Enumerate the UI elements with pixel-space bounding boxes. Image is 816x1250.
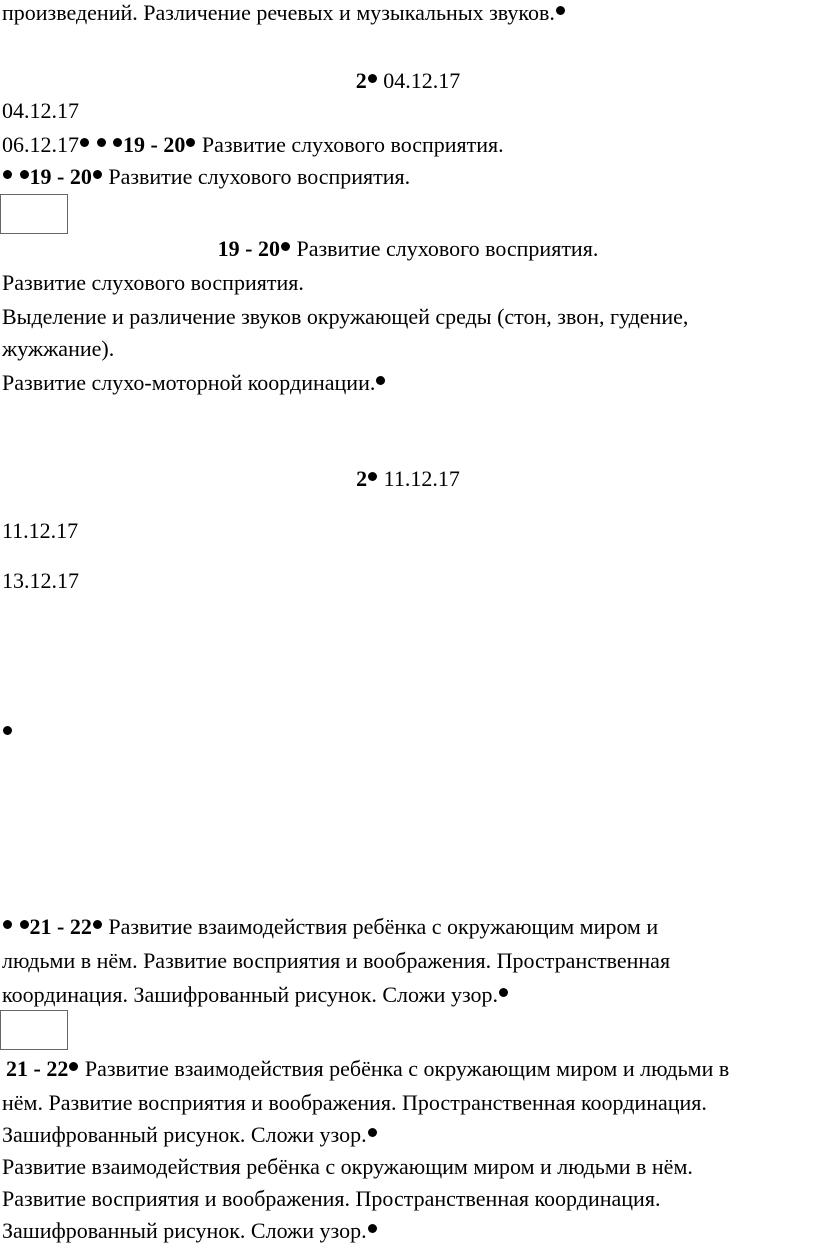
lesson-count: 2 (356, 466, 368, 491)
text-line: нём. Развитие восприятия и воображения. Пространственная координация. (2, 1090, 707, 1115)
text-line (6, 1056, 729, 1082)
bullet-dot-icon (281, 242, 290, 251)
bullet-dot-icon (3, 170, 12, 179)
text-fragment: произведений. Различение речевых и музыкальных звуков. (2, 0, 555, 25)
text-line: жужжание). (2, 336, 115, 361)
lesson-topic: Развитие слухового восприятия. (290, 236, 599, 261)
lesson-count: 2 (355, 68, 367, 93)
bullet-dot-icon (499, 988, 508, 997)
date-line: 11.12.17 (2, 518, 79, 543)
text-line (2, 1122, 378, 1148)
text-line (2, 0, 566, 26)
empty-cell-box (0, 1010, 68, 1050)
text-line (2, 914, 658, 940)
lesson-number: 21 - 22 (29, 914, 92, 939)
date-line: 13.12.17 (2, 568, 79, 593)
empty-cell-box (0, 194, 68, 234)
lesson-date: 04.12.17 (377, 68, 461, 93)
bullet-dot-icon (3, 726, 12, 735)
bullet-dot-icon (368, 472, 377, 481)
lesson-number: 21 - 22 (6, 1056, 69, 1081)
text-line (2, 370, 386, 396)
bullet-dot-icon (186, 138, 195, 147)
lesson-topic: Развитие слухового восприятия. (196, 132, 504, 157)
text-line (2, 720, 13, 746)
lesson-topic: Развитие взаимодействия ребёнка с окружающим миром и (102, 914, 659, 939)
lesson-number: 19 - 20 (29, 164, 92, 189)
bullet-dot-icon (556, 6, 565, 15)
bullet-dot-icon (93, 170, 102, 179)
bullet-dot-icon (376, 376, 385, 385)
lesson-number: 19 - 20 (217, 236, 280, 261)
text-line (2, 132, 504, 158)
bullet-dot-icon (97, 138, 106, 147)
bullet-dot-icon (93, 920, 102, 929)
bullet-dot-icon (69, 1062, 78, 1071)
lesson-heading (0, 466, 816, 492)
bullet-dot-icon (20, 170, 29, 179)
text-fragment: Развитие слухо-моторной координации. (2, 370, 376, 395)
lesson-heading (0, 68, 816, 94)
text-line (2, 982, 509, 1008)
text-line (2, 164, 410, 190)
text-line: Развитие взаимодействия ребёнка с окружающим миром и людьми в нём. (2, 1154, 693, 1179)
lesson-topic: Развитие взаимодействия ребёнка с окружающим миром и людьми в (79, 1056, 730, 1081)
text-fragment: Зашифрованный рисунок. Сложи узор. (2, 1218, 367, 1243)
bullet-dot-icon (113, 138, 122, 147)
lesson-date: 11.12.17 (378, 466, 460, 491)
text-fragment: координация. Зашифрованный рисунок. Сложи узор. (2, 982, 499, 1007)
bullet-dot-icon (368, 74, 377, 83)
bullet-dot-icon (20, 920, 29, 929)
text-line: людьми в нём. Развитие восприятия и воображения. Пространственная (2, 948, 671, 973)
lesson-number: 19 - 20 (123, 132, 186, 157)
bullet-dot-icon (368, 1128, 377, 1137)
lesson-date: 06.12.17 (2, 132, 79, 157)
bullet-dot-icon (3, 920, 12, 929)
text-line: Развитие слухового восприятия. (2, 270, 304, 295)
lesson-topic: Развитие слухового восприятия. (102, 164, 411, 189)
text-fragment: Зашифрованный рисунок. Сложи узор. (2, 1122, 367, 1147)
date-line: 04.12.17 (2, 98, 79, 123)
bullet-dot-icon (80, 138, 89, 147)
bullet-dot-icon (368, 1224, 377, 1233)
text-line (2, 1218, 378, 1244)
lesson-heading (0, 236, 816, 262)
text-line: Выделение и различение звуков окружающей среды (стон, звон, гудение, (2, 304, 689, 329)
text-line: Развитие восприятия и воображения. Пространственная координация. (2, 1186, 661, 1211)
